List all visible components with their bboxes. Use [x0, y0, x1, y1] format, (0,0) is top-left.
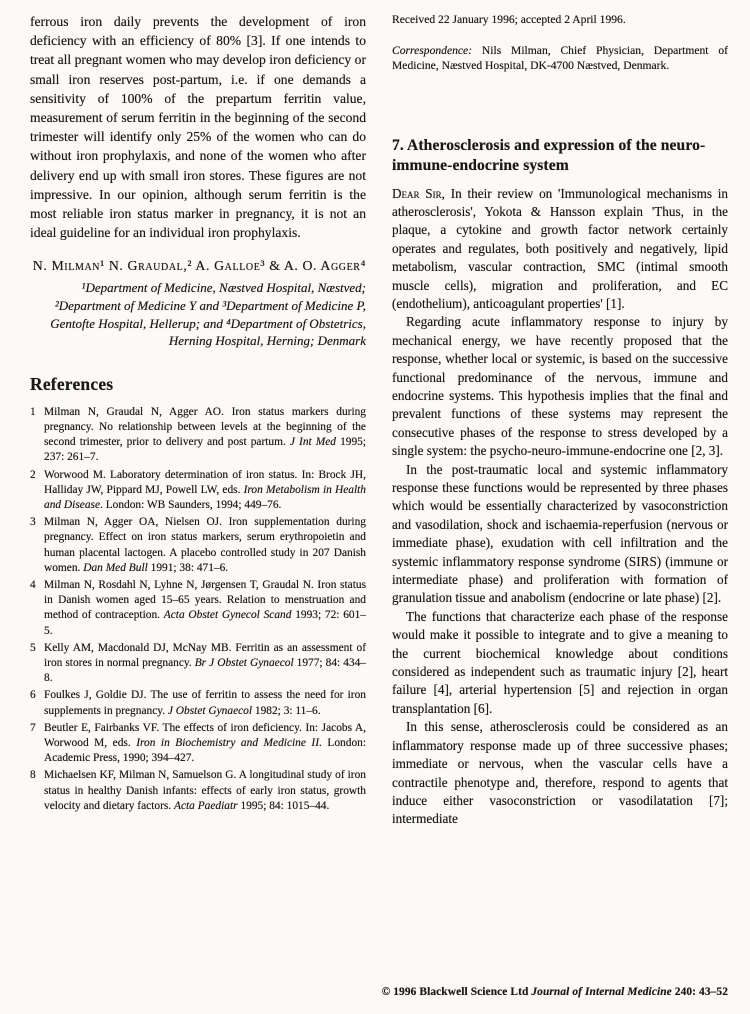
reference-item [30, 768, 366, 814]
section-heading: 7. Atherosclerosis and expression of the neuro-immune-endocrine system [392, 136, 706, 174]
reference-item [30, 721, 366, 767]
two-column-layout [30, 12, 728, 829]
reference-item [30, 405, 366, 466]
reference-item [30, 688, 366, 718]
footer-citation: © 1996 Blackwell Science Ltd Journal of Internal Medicine 240: 43–52 [381, 986, 728, 998]
letter-paragraph: The functions that characterize each phase of the response would make it possible to integrate and to give a meaning to the current biochemical knowledge about conditions considered as independent such as traumatic injury [2], heart failure [4], arterial hypertension [5] and rejection in organ transplantation [6]. [392, 608, 728, 716]
reference-number: 8 [30, 769, 36, 782]
intro-paragraph: ferrous iron daily prevents the development of iron deficiency with an efficiency of 80% [3]. If one intends to treat all pregnant women who may develop iron deficiency or small iron reserves post-partum, i.e. if one demands a sensitivity of 100% of the prepartum ferritin value, measurement of serum ferritin in the beginning of the second trimester will identify only 25% of the women who can do without iron prophylaxis, and none of the women who after delivery end up with small iron stores. These figures are not impressive. In our opinion, although serum ferritin is the most reliable iron status marker in pregnancy, it is not an ideal guideline for an individual iron prophylaxis. [30, 14, 366, 241]
reference-text: Worwood M. Laboratory determination of iron status. In: Brock JH, Halliday JW, Pippard MJ, Powell LW, eds. Iron Metabolism in Health and Disease. London: WB Saunders, 1994; 449–76. [44, 468, 366, 512]
reference-text: Kelly AM, Macdonald DJ, McNay MB. Ferritin as an assessment of iron stores in normal pregnancy. Br J Obstet Gynaecol 1977; 84: 434–8. [44, 641, 366, 685]
reference-item [30, 641, 366, 687]
references-heading: References [30, 373, 114, 394]
reference-number: 4 [30, 579, 36, 592]
reference-text: Beutler E, Fairbanks VF. The effects of iron deficiency. In: Jacobs A, Worwood M, eds. Iron in Biochemistry and Medicine II. London: Academic Press, 1990; 394–427. [44, 721, 366, 765]
letter-paragraph: In this sense, atherosclerosis could be considered as an inflammatory response made up of three successive phases; immediate or nervous, when the vascular cells have a contractile phenotype and, therefore, respond to agents that induce either vasoconstriction or vasodilatation [7]; intermediate [392, 719, 728, 827]
reference-text: Milman N, Agger OA, Nielsen OJ. Iron supplementation during pregnancy. Effect on iron status markers, serum erythropoietin and human placental lactogen. A placebo controlled study in 207 Danish women. Dan Med Bull 1991; 38: 471–6. [44, 516, 366, 574]
reference-text: Foulkes J, Goldie DJ. The use of ferritin to assess the need for iron supplements in pregnancy. J Obstet Gynaecol 1982; 3: 11–6. [44, 689, 366, 717]
reference-text: Milman N, Rosdahl N, Lyhne N, Jørgensen T, Graudal N. Iron status in Danish women aged 15–65 years. Relation to menstruation and method of contraception. Acta Obstet Gynecol Scand 1993; 72: 601–5. [44, 579, 366, 637]
letter-paragraph: In the post-traumatic local and systemic inflammatory response these functions would be represented by three phases which would be essentially characterized by vasoconstriction and vasodilation, shock and ischaemia-reperfusion (nervous or immediate phase), exudation with cell infiltration and the systemic inflammatory response syndrome (SIRS) (immune or intermediate phase) and proliferation with formation of granulation tissue and anabolism (endocrine or late phase) [2]. [392, 461, 728, 606]
letter-paragraph: Dear Sir, In their review on 'Immunological mechanisms in atherosclerosis', Yokota & Hansson explain 'Thus, in the plaque, a cytokine and growth factor network certainly operates and regulates, both positively and negatively, lipid metabolism, vascular contraction, SMC (intimal smooth muscle cells), migration and proliferation, and EC (endothelium), anticoagulant properties' [1]. [392, 185, 728, 311]
authors-line: N. Milman¹ N. Graudal,² A. Galloe³ & A. O. Agger⁴ [32, 258, 366, 274]
reference-number: 5 [30, 641, 36, 654]
left-column [30, 12, 366, 829]
received-accepted-line: Received 22 January 1996; accepted 2 April 1996. [392, 13, 626, 26]
correspondence-line: Correspondence: Nils Milman, Chief Physician, Department of Medicine, Næstved Hospital, DK-4700 Næstved, Denmark. [392, 43, 728, 72]
reference-number: 3 [30, 516, 36, 529]
reference-text: Michaelsen KF, Milman N, Samuelson G. A longitudinal study of iron status in healthy Danish infants: effects of early iron status, growth velocity and dietary factors. Acta Paediatr 1995; 84: 1015–44. [44, 769, 366, 812]
reference-number: 1 [30, 405, 36, 418]
reference-number: 7 [30, 721, 36, 734]
reference-item [30, 578, 366, 639]
reference-item [30, 515, 366, 576]
reference-item [30, 468, 366, 514]
reference-text: Milman N, Graudal N, Agger AO. Iron status markers during pregnancy. No relationship between levels at the beginning of the second trimester, prior to delivery and post partum. J Int Med 1995; 237: 261–7. [44, 405, 367, 464]
reference-number: 2 [30, 468, 36, 481]
references-list [30, 405, 366, 814]
right-column [392, 12, 728, 829]
affiliations-block: ¹Department of Medicine, Næstved Hospital, Næstved; ²Department of Medicine Y and ³Department of Medicine P, Gentofte Hospital, Hellerup; and ⁴Department of Obstetrics, Herning Hospital, Herning; Denmark [50, 280, 366, 349]
letter-paragraph: Regarding acute inflammatory response to injury by mechanical energy, we have recently proposed that the response, whether local or systemic, is based on the successive functional predominance of the nervous, immune and endocrine systems. This hypothesis implies that the final and prevalent functions of these systems may represent the consecutive phases of the response to stress developed by a single system: the psycho-neuro-immune-endocrine one [2, 3]. [392, 314, 728, 459]
reference-number: 6 [30, 689, 36, 702]
